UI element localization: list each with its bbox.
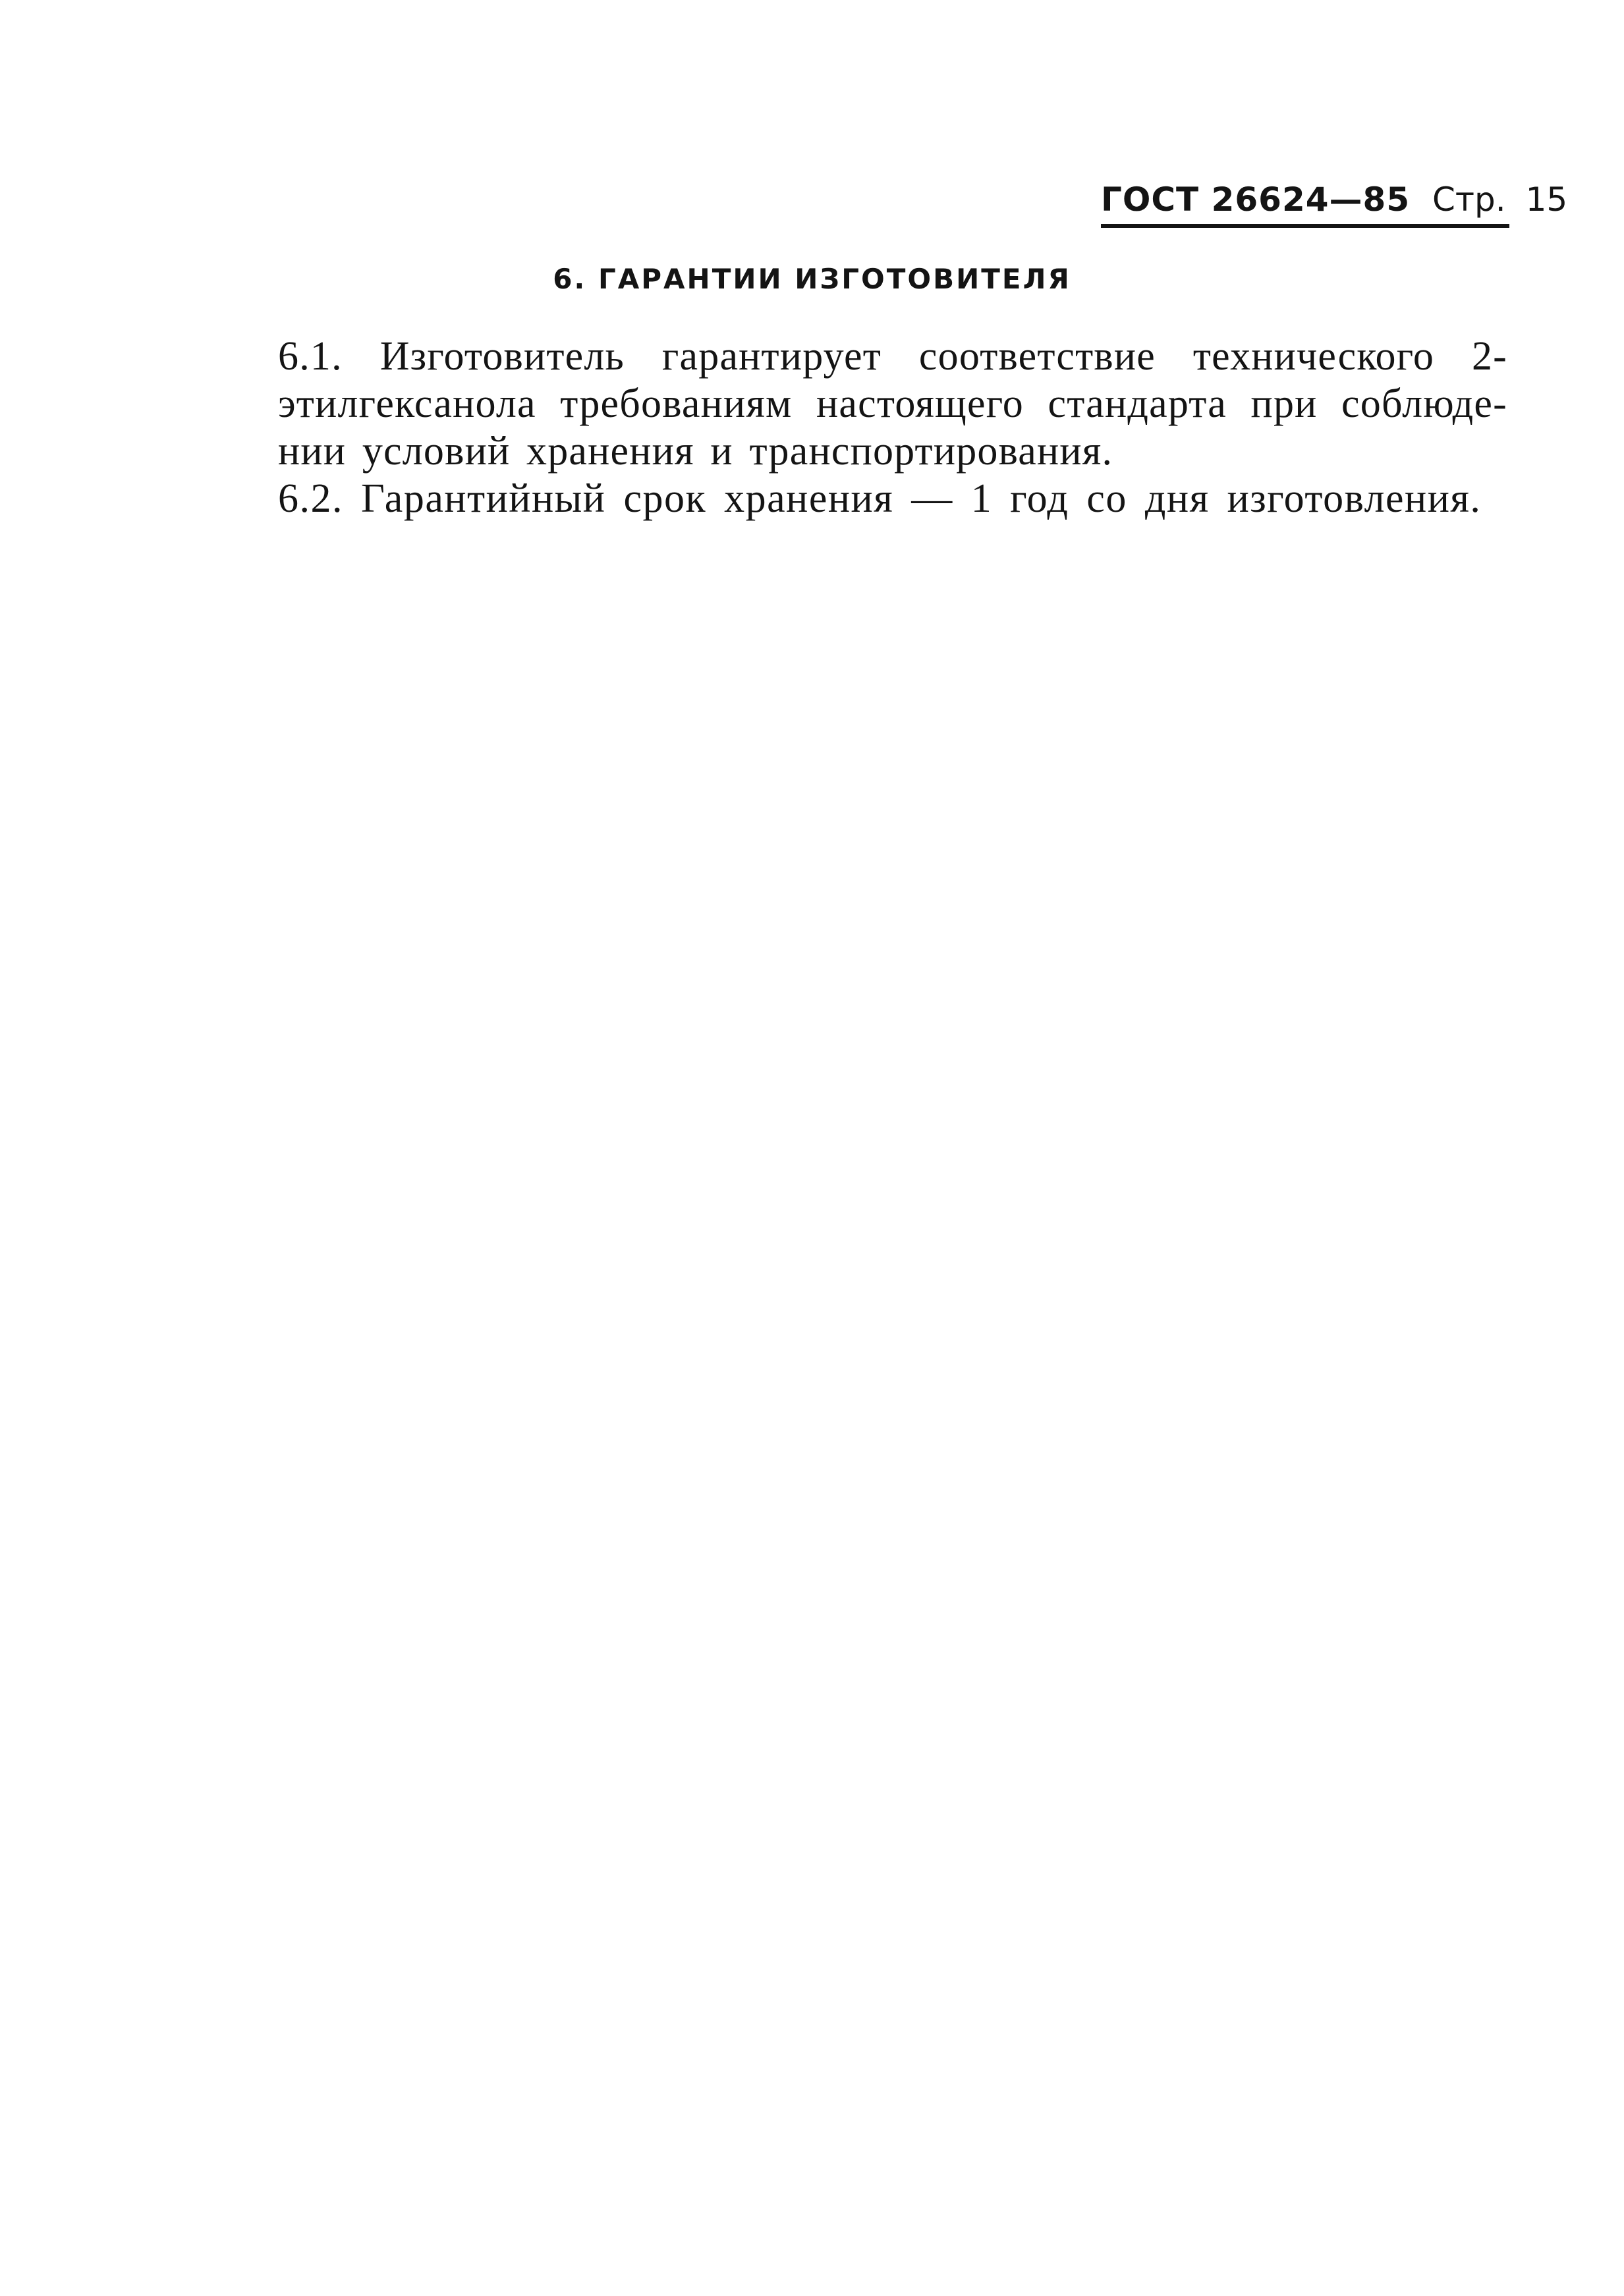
paragraph-line: 6.1. Изготовитель гарантирует соответствие технического 2-: [278, 334, 1507, 379]
paragraph-6-1: [238, 333, 1507, 475]
paragraph-line: нии условий хранения и транспортирования.: [278, 429, 1113, 474]
page-label: Стр.: [1432, 180, 1506, 219]
paragraph-line: 6.2. Гарантийный срок хранения — 1 год со дня изготовления.: [278, 476, 1482, 521]
section-title: 6. ГАРАНТИИ ИЗГОТОВИТЕЛЯ: [553, 263, 1071, 295]
standard-designation: ГОСТ 26624—85: [1101, 180, 1411, 219]
paragraph-line: этилгексанола требованиям настоящего стандарта при соблюде-: [278, 381, 1507, 426]
running-header: [1101, 178, 1568, 228]
page-number: 15: [1525, 180, 1568, 219]
paragraph-6-2: [238, 475, 1507, 522]
